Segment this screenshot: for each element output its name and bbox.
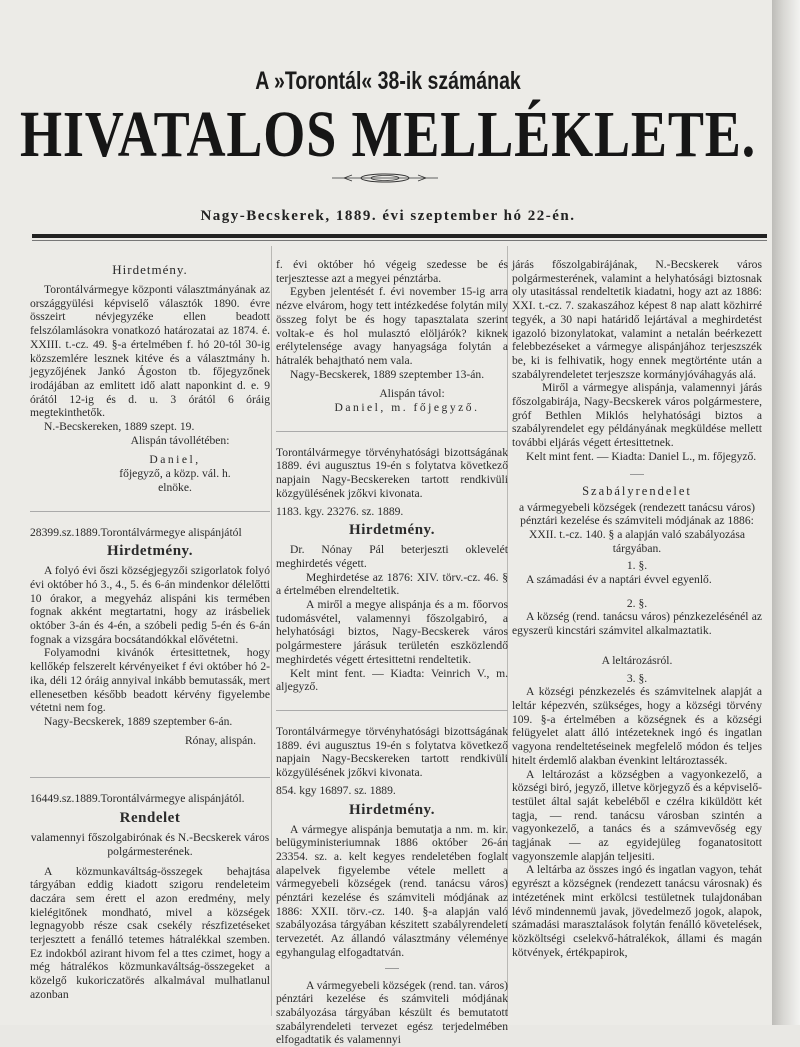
separator-dash — [385, 968, 399, 969]
paragraph: Kelt mint fent. — Kiadta: Veinrich V., m. aljegyző. — [276, 666, 508, 694]
date-line: Nagy-Becskerek, 1889 szeptember 13-án. — [290, 367, 485, 381]
header-rule-thin — [32, 240, 767, 241]
paragraph: A leltárba az összes ingó és ingatlan vagyon, tehát egyrészt a községnek (rendezett tanácsu városnak) és intézetének mint erkölcsi testületnek tulajdonában lévő mindennemü javak, jövedelmező jogok, alapok, számadási marasztalások folytán fenálló követelések, közköltségi cselekvő-hátralékok, állami és magán kötvények, értékpapirok, — [512, 863, 762, 959]
article-heading: Rendelet — [119, 810, 181, 827]
paragraph: f. évi október hó végeig szedesse be és terjesztesse azt a megyei pénztárba. — [276, 258, 508, 285]
article-intro: Torontálvármegye törvényhatósági bizottságának 1889. évi augusztus 19-én s folytatva következő napjain Nagy-Becskereken tartott rendkivüli közgyülésének jzőkvi kivonata. — [276, 445, 508, 500]
date-line: Nagy-Becskerek, 1889 szeptember 6-án. — [44, 714, 233, 728]
paragraph: A számadási év a naptári évvel egyenlő. — [526, 573, 712, 587]
paragraph: A közmunkaváltság-összegek behajtása tárgyában eddig kiadott szigoru rendeleteim daczára sem érett el azon eredmény, mely kielégitőnek mondható, mivel a községek legnagyobb része csak csekély részfizetéseket terjesztett a fenálló tetemes hátralékkal szemben. Ez indokból azirant hivom fel a ttes czimet, hogy a még hátralékos közmunkaváltság-összegeket a közelgő kukoriczatörés alkalmával mulhatlanul azonban — [30, 864, 270, 1001]
article-heading: Szabályrendelet — [582, 483, 692, 498]
article-rule — [30, 511, 270, 512]
reference-number: 854. kgy 16897. sz. 1889. — [276, 783, 396, 797]
masthead-title: HIVATALOS MELLÉKLETE. — [19, 98, 757, 171]
paragraph: A miről a megye alispánja és a m. főorvos tudomásvétel, valamennyi főszolgabiró, a helyhatósági biztos, Nagy-Becskerek város polgármestere járásuk területén eszközlendő meghirdetés végett értesittetni rendeltetik. — [276, 598, 508, 666]
paragraph: Torontálvármegye központi választmányának az országgyülési képviselő választók 1890. évre összeirt névjegyzéke ellen beadott felszólamlásokra vonatkozó határozatai az 1874. é. XXIII. t.-cz. 49. §-a értelmében f. hó 20-tól 30-ig közszemlére lesznek kitéve és a választmány h. jegyzőjének Jankó Ágoston tb. főjegyzőnek irodájában az emlitett idő alatt naponkint d. e. 9 órától 12-ig és d. u. 3 órától 6 óráig megtekinthetők. — [30, 283, 270, 420]
article-hirdetmeny-szabalyrendelet — [276, 725, 508, 1047]
signature-line: Alispán távollétében: — [130, 433, 230, 447]
article-rendelet — [30, 792, 270, 1001]
signature-name: Daniel, — [149, 453, 201, 467]
article-heading: Hirdetmény. — [107, 543, 193, 560]
article-rule — [276, 431, 508, 432]
article-hirdetmeny-szigorlatok — [30, 526, 270, 748]
paragraph: Meghirdetése az 1876: XIV. törv.-cz. 46. § a értelmében elrendeltetik. — [276, 570, 508, 598]
article-intro: Torontálvármegye törvényhatósági bizottságának 1889. évi augusztus 19-én s folytatva következő napjain Nagy-Becskereken tartott rendkivüli közgyülésének jzőkvi kivonata. — [276, 724, 508, 780]
paragraph: A községi pénzkezelés és számvitelnek alapját a leltár képezvén, szükséges, hogy a községi törvény 109. §-a értelmében a községnek és a községi felügyelet alatt álló intézeteknek ingó és ingatlan vagyona rendeltetéseinek megfelelő módon és teljes hitelt érdemlő alakban évenkint leltároztassék. — [512, 685, 762, 767]
signature-line: főjegyző, a közp. vál. h. — [119, 467, 231, 481]
paragraph: Miről a vármegye alispánja, valamennyi járás főszolgabirája, Nagy-Becskerek város polgármestere, gróf Bethlen Miklós helyhatósági biztos a szabályrendelet egy példányának megküldése mellett további eljárás végett értesittetnek. — [512, 381, 762, 450]
article-continued — [512, 258, 762, 464]
paragraph: A vármegyebeli községek (rend. tan. város) pénztári kezelése és számviteli módjának szabályozása tárgyában készült és bemutatott szabályrendeleti tervezet egész terjedelmében elfogadtatik és valamennyi — [276, 978, 508, 1047]
signature-line: Rónay, alispán. — [184, 733, 256, 747]
section-number: 2. §. — [626, 596, 648, 610]
paragraph: Folyamodni kivánók értesittetnek, hogy kellőkép felszerelt kérvényeiket f évi október hó 2-ika, déli 12 óráig annyival inkább bemutassák, mert ellenesetben később beadott kérvény figyelembe vétetni nem fog. — [30, 646, 270, 715]
signature-line: Daniel, m. főjegyző. — [334, 401, 480, 415]
article-rule — [30, 777, 270, 778]
column-3 — [512, 258, 762, 959]
paragraph: A község (rend. tanácsu város) pénzkezelésénél az egyszerü kincstári számvitel alkalmaztatik. — [512, 610, 762, 638]
masthead-kicker: A »Torontál« 38-ik számának — [255, 67, 521, 95]
article-hirdetmeny-valasztok — [30, 260, 270, 495]
article-heading: Hirdetmény. — [349, 801, 435, 818]
signature-line: Alispán távol: — [379, 387, 445, 401]
article-hirdetmeny-nonay — [276, 446, 508, 694]
date-line: N.-Becskereken, 1889 szept. 19. — [44, 420, 195, 434]
article-heading: Hirdetmény. — [349, 522, 435, 539]
paragraph: Kelt mint fent. — Kiadta: Daniel L., m. főjegyző. — [526, 449, 757, 463]
article-heading: Hirdetmény. — [112, 262, 188, 277]
article-subtitle: a vármegyebeli községek (rendezett tanácsu város) pénztári kezelése és számviteli módjának az 1886: XXII. t.-cz. 140. § a alapján való szabályozása tárgyában. — [519, 500, 755, 555]
separator-dash — [630, 474, 644, 475]
paragraph: járás főszolgabirájának, N.-Becskerek város polgármesterének, valamint a helyhatósági biztosnak oly utasitással rendeltetik kiadatni, hogy azt az 1886: XXI. t.-cz. 7. szakaszához képest 8 nap alatt közhirré tegyék, a 30 napi határidő lejártával a meghirdetést igazoló bizonylatokat, valamint a netalán beérkezett felebbezéseket a vármegye alispánjához terjeszszék be, ki is felhivatik, hogy ennek megtörténte után a szabályrendeletet terjeszsze kormányjóváhagyás alá. — [512, 258, 762, 381]
paragraph: A vármegye alispánja bemutatja a nm. m. kir. belügyministeriumnak 1886 október 26-án 23354. sz. a. kelt kegyes rendeletében foglalt alapelvek figyelembe vétele mellett a vármegyebeli községek (rend. tanácsu város) pénztári kezelése és számviteli módjának az 1886: XXII. törv.-cz. 140. §-a alapján való szabályozása tárgyában készitett szabályrendeleti tervezetét. Az állandó választmány véleménye egyhangulag elfogadtatván. — [276, 822, 508, 959]
paragraph: A folyó évi őszi községjegyzői szigorlatok folyó évi október hó 3., 4., 5. és 6-án mindenkor délelőtti 10 órakor, a megyeház alispáni kis termében fognak akként megtartatni, hogy az irásbeliek október 3-án és 4-én, a szóbeli pedig 5-én és 6-án fognak a vizsgára bocsátandókkal elővétetni. — [30, 564, 270, 646]
reference-number: 28399.sz.1889.Torontálvármegye alispánjától — [30, 525, 242, 539]
column-2 — [276, 258, 508, 1047]
dateline: Nagy-Becskerek, 1889. évi szeptember hó 22-én. — [200, 208, 576, 224]
article-szabalyrendelet — [512, 483, 762, 960]
reference-number: 16449.sz.1889.Torontálvármegye alispánjától. — [30, 792, 245, 806]
section-heading: A leltározásról. — [601, 653, 673, 667]
article-rendelet-continued — [276, 258, 508, 415]
column-1 — [30, 258, 270, 1002]
header-rule — [32, 234, 767, 238]
column-divider — [271, 246, 272, 1016]
section-number: 1. §. — [626, 559, 648, 573]
paragraph: Dr. Nónay Pál beterjeszti oklevelét meghirdetés végett. — [276, 543, 508, 570]
section-number: 3. §. — [626, 671, 648, 685]
page-binding-edge — [772, 0, 800, 1025]
article-rule — [276, 710, 508, 711]
paragraph: Egyben jelentését f. évi november 15-ig arra nézve elvárom, hogy tett intézkedése folytán mily összeg folyt be és hogy tapasztalata szerint voltak-e és hol mulasztó elöljárók? kiknek erélytelensége avagy hanyagsága folytán a hátralék behajtható nem vala. — [276, 285, 508, 367]
article-subtitle: valamennyi főszolgabirónak és N.-Becskerek város polgármesterének. — [30, 831, 270, 858]
paragraph: A leltározást a községben a vagyonkezelő, a községi biró, jegyző, illetve körjegyző és a képviselő-testület által saját kebeléből e czélra kiküldött két tagja, — rend. tanácsu városban szintén a vagyonkezelő, a tanács és a számvevőség egy tagjának — az egyidejüleg foganatositott vagyonszemle alapján teljesiti. — [512, 767, 762, 863]
reference-number: 1183. kgy. 23276. sz. 1889. — [276, 504, 404, 518]
signature-line: elnöke. — [158, 480, 192, 494]
ornament-icon — [330, 172, 440, 184]
